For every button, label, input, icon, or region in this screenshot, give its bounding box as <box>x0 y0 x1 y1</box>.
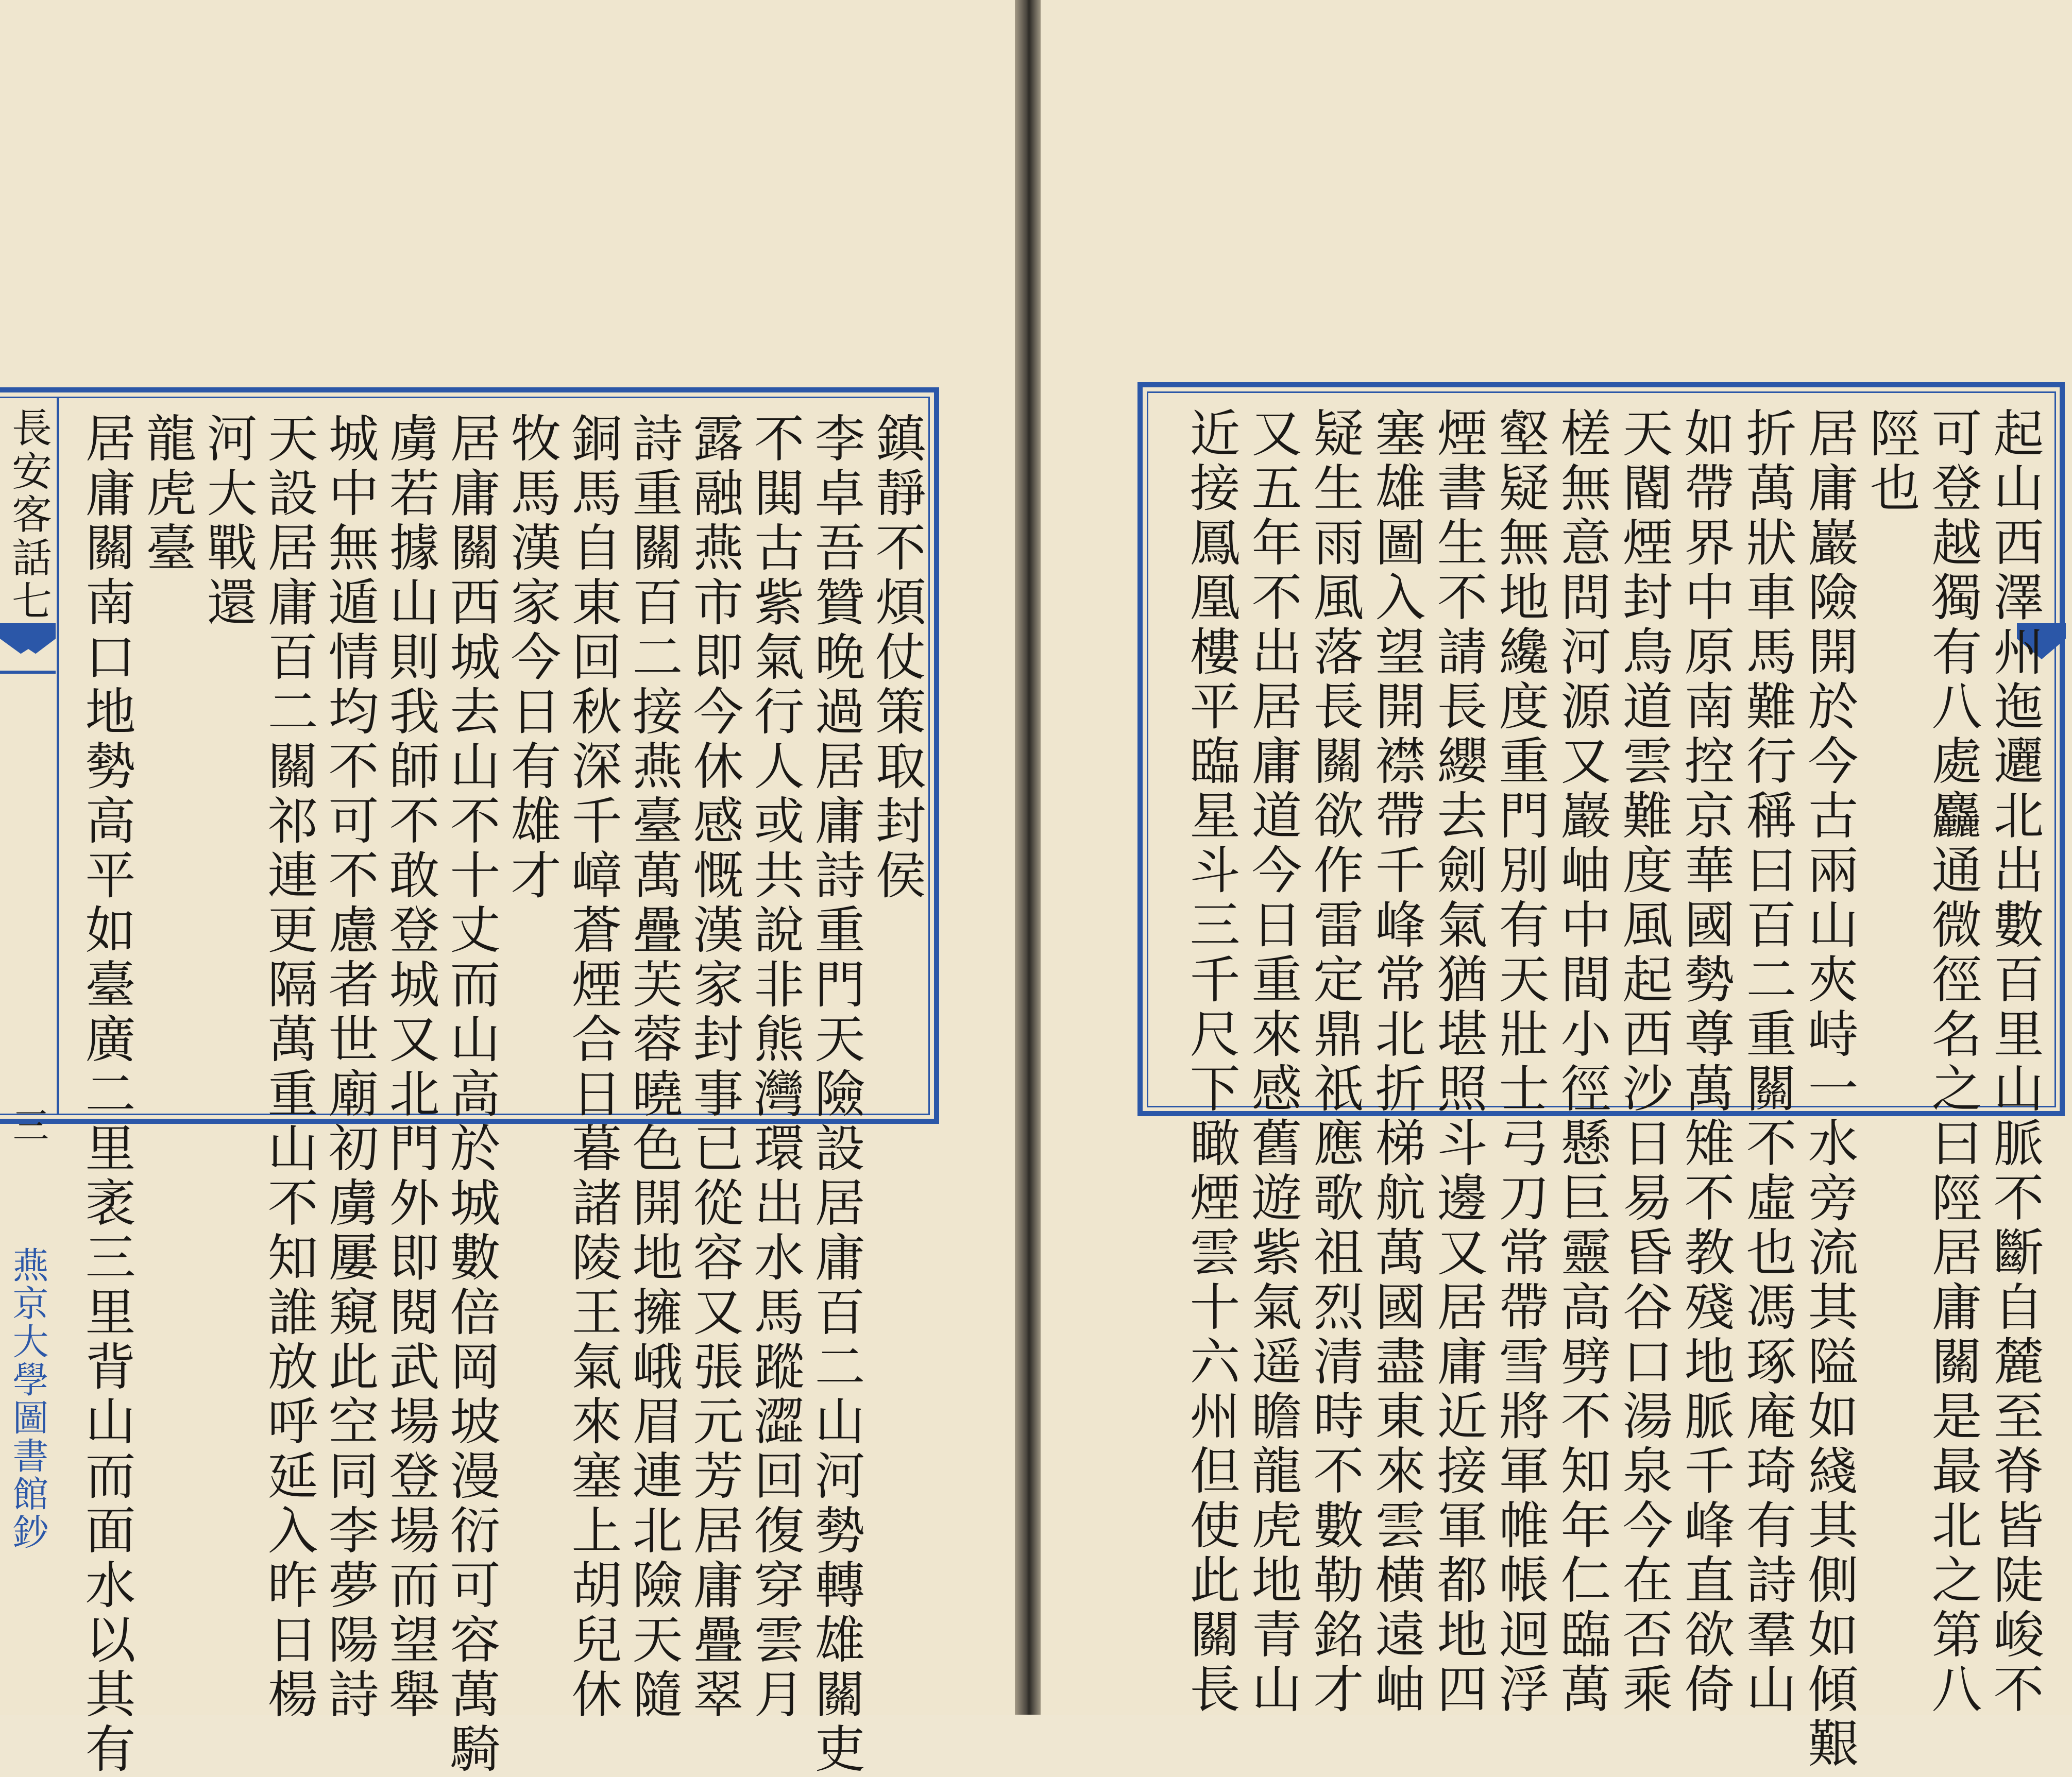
left-text-column: 天設居庸百二關祁連更隔萬重山不知誰放呼延入昨日楊 <box>259 412 318 1722</box>
left-text-column: 居庸關西城去山不十丈而山高於城數倍岡坡漫衍可容萬騎 <box>441 412 500 1777</box>
right-text-column: 壑疑無地纔度重門別有天壯士弓刀常帶雪將軍帷帳迥浮 <box>1490 407 1549 1717</box>
right-text-column: 煙書生不請長纓去劍氣猶堪照斗邊又居庸近接軍都地四 <box>1429 407 1487 1717</box>
left-page <box>0 0 1015 1777</box>
right-text-column: 近接鳳凰樓平臨星斗三千尺下瞰煙雲十六州但使此關長 <box>1181 407 1240 1717</box>
fishtail-mark-icon <box>0 623 56 680</box>
right-text-column: 可登越獨有八處麤通微徑名之曰陘居庸關是最北之第八 <box>1923 407 1982 1717</box>
right-text-column: 如帶界中原南控京華國勢尊萬雉不教殘地脈千峰直欲倚 <box>1676 407 1735 1717</box>
right-text-column: 天閽煙封鳥道雲難度風起西沙日易昏谷口湯泉今在否乘 <box>1614 407 1673 1717</box>
left-text-column: 城中無遁情均不可不慮者世廟初虜屢窺此空同李夢陽詩 <box>320 412 379 1722</box>
right-text-column: 又五年不出居庸道今日重來感舊遊紫氣遥瞻龍虎地青山 <box>1243 407 1302 1717</box>
left-text-column: 露融燕市即今休感慨漢家封事已從容又張元芳居庸疊翠 <box>685 412 743 1722</box>
right-text-column: 疑生雨風落長關欲作雷定鼎祇應歌祖烈清時不數勒銘才 <box>1305 407 1364 1717</box>
book-title: 長安客話七 <box>5 407 52 623</box>
left-text-column: 不閧古紫氣行人或共說非熊灣環出水馬蹤澀回復穿雲月 <box>745 412 804 1722</box>
right-text-column: 起山西澤州迤邐北出數百里山脈不斷自麓至脊皆陡峻不 <box>1985 407 2044 1717</box>
left-text-column: 李卓吾贊晚過居庸詩重門天險設居庸百二山河勢轉雄關吏 <box>806 412 865 1777</box>
left-text-column: 銅馬自東回秋深千嶂蒼煙合日暮諸陵王氣來塞上胡兒休 <box>563 412 622 1722</box>
left-text-column: 河大戰還 <box>198 412 257 630</box>
left-text-column: 詩重關百二接燕臺萬疊芙蓉曉色開地擁峨眉連北險天隨 <box>624 412 683 1722</box>
left-text-column: 龍虎臺 <box>138 412 196 576</box>
right-text-column: 居庸巖險開於今古兩山夾峙一水旁流其隘如綫其側如傾艱 <box>1799 407 1858 1772</box>
right-text-column: 槎無意問河源又巖岫中間小徑懸巨靈高劈不知年仁臨萬 <box>1552 407 1611 1717</box>
left-text-column: 鎮靜不煩仗策取封侯 <box>867 412 926 903</box>
page-number: 三 <box>13 1105 49 1147</box>
left-text-column: 牧馬漢家今日有雄才 <box>502 412 561 903</box>
left-text-column: 虜若據山則我師不敢登城又北門外即閱武場登場而望舉 <box>381 412 439 1722</box>
book-gutter <box>1015 0 1041 1715</box>
library-mark: 燕京大學圖書館鈔 <box>7 1246 49 1551</box>
right-text-column: 塞雄圖入望開襟帶千峰常北折梯航萬國盡東來雲横遠岫 <box>1367 407 1425 1717</box>
right-text-column: 折萬狀車馬難行稱曰百二重關不虛也馮琢庵琦有詩羣山 <box>1738 407 1796 1717</box>
right-text-column: 陘也 <box>1861 407 1920 516</box>
left-text-column: 居庸關南口地勢高平如臺廣二里袤三里背山而面水以其有 <box>77 412 135 1777</box>
